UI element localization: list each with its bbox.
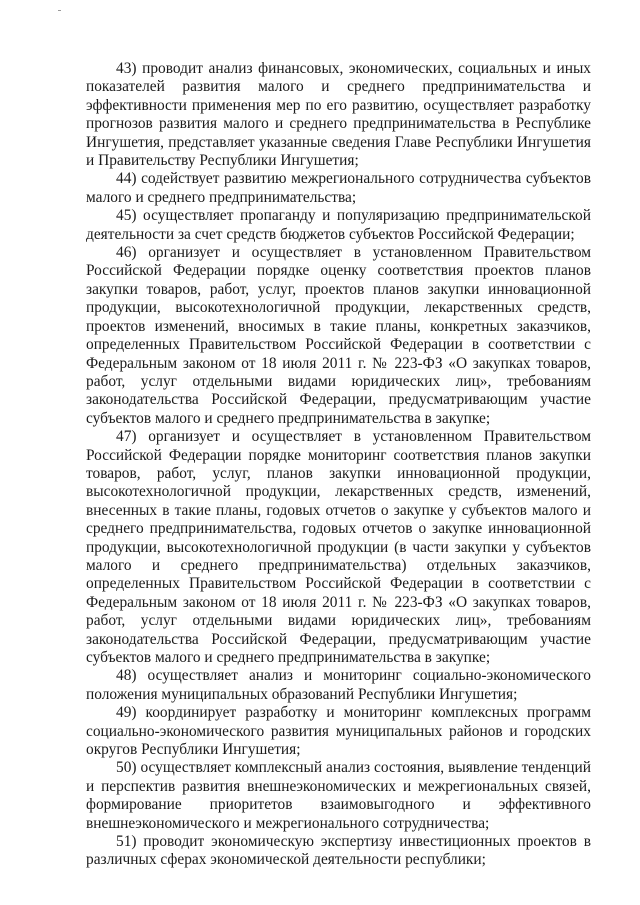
paragraph-item-49: 49) координирует разработку и мониторинг комплексных программ социально-экономического развития муниципальных районов и городских округов Республики Ингушетия; — [86, 704, 591, 759]
paragraph-item-45: 45) осуществляет пропаганду и популяризацию предпринимательской деятельности за счет средств бюджетов субъектов Российской Федерации; — [86, 207, 591, 243]
document-page — [86, 60, 591, 870]
paragraph-item-51: 51) проводит экономическую экспертизу инвестиционных проектов в различных сферах экономической деятельности республики; — [86, 833, 591, 869]
paragraph-item-46: 46) организует и осуществляет в установленном Правительством Российской Федерации порядке оценку соответствия проектов планов закупки товаров, работ, услуг, проектов планов закупки инновационной продукции, высокотехнологичной продукции, лекарственных средств, проектов изменений, вносимых в такие планы, конкретных заказчиков, определенных Правительством Российской Федерации в соответствии с Федеральным законом от 18 июля 2011 г. № 223-ФЗ «О закупках товаров, работ, услуг отдельными видами юридических лиц», требованиям законодательства Российской Федерации, предусматривающим участие субъектов малого и среднего предпринимательства в закупке; — [86, 244, 591, 427]
paragraph-item-50: 50) осуществляет комплексный анализ состояния, выявление тенденций и перспектив развития внешнеэкономических и межрегиональных связей, формирование приоритетов взаимовыгодного и эффективного внешнеэкономического и межрегионального сотрудничества; — [86, 759, 591, 832]
paragraph-item-47: 47) организует и осуществляет в установленном Правительством Российской Федерации порядке мониторинг соответствия планов закупки товаров, работ, услуг, планов закупки инновационной продукции, высокотехнологичной продукции, лекарственных средств, изменений, внесенных в такие планы, годовых отчетов о закупке у субъектов малого и среднего предпринимательства, годовых отчетов о закупке инновационной продукции, высокотехнологичной продукции (в части закупки у субъектов малого и среднего предпринимательства) отдельных заказчиков, определенных Правительством Российской Федерации в соответствии с Федеральным законом от 18 июля 2011 г. № 223-ФЗ «О закупках товаров, работ, услуг отдельными видами юридических лиц», требованиям законодательства Российской Федерации, предусматривающим участие субъектов малого и среднего предпринимательства в закупке; — [86, 428, 591, 666]
paragraph-item-48: 48) осуществляет анализ и мониторинг социально-экономического положения муниципальных образований Республики Ингушетия; — [86, 667, 591, 703]
scan-artifact-mark — [58, 10, 61, 11]
paragraph-item-44: 44) содействует развитию межрегионального сотрудничества субъектов малого и среднего предпринимательства; — [86, 170, 591, 206]
paragraph-item-43: 43) проводит анализ финансовых, экономических, социальных и иных показателей развития малого и среднего предпринимательства и эффективности применения мер по его развитию, осуществляет разработку прогнозов развития малого и среднего предпринимательства в Республике Ингушетия, представляет указанные сведения Главе Республики Ингушетия и Правительству Республики Ингушетия; — [86, 60, 591, 170]
